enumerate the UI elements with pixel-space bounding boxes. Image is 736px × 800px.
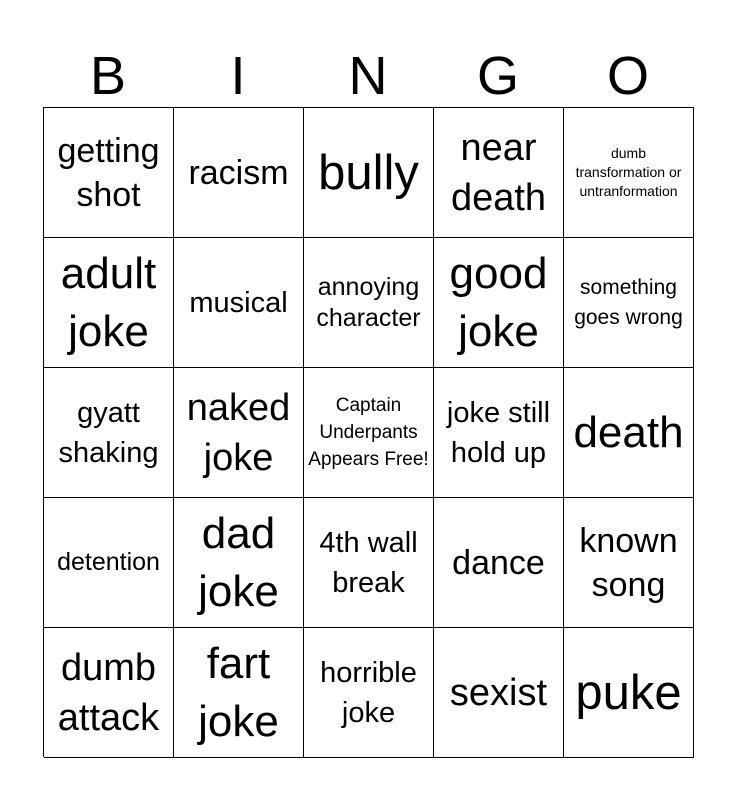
cell-text: something goes wrong bbox=[574, 275, 683, 329]
free-cell[interactable] bbox=[304, 368, 434, 498]
bingo-cell[interactable] bbox=[564, 238, 694, 368]
cell-text: near death bbox=[450, 126, 547, 219]
cell-text: musical bbox=[189, 286, 288, 319]
cell-text: joke still hold up bbox=[446, 396, 551, 469]
cell-text: good joke bbox=[449, 248, 548, 356]
bingo-cell[interactable] bbox=[304, 498, 434, 628]
header-letter-i: I bbox=[230, 46, 246, 106]
header-letter-g: G bbox=[476, 46, 519, 106]
bingo-cell[interactable] bbox=[44, 368, 174, 498]
bingo-cell[interactable] bbox=[434, 108, 564, 238]
cell-text: detention bbox=[57, 548, 160, 576]
header-letter-b: B bbox=[89, 46, 127, 106]
bingo-cell[interactable] bbox=[564, 368, 694, 498]
bingo-cell[interactable] bbox=[174, 108, 304, 238]
cell-text: adult joke bbox=[60, 248, 157, 356]
cell-text: known song bbox=[579, 521, 678, 604]
bingo-cell[interactable] bbox=[434, 238, 564, 368]
cell-text: puke bbox=[575, 665, 682, 720]
header-letter-n: N bbox=[348, 46, 388, 106]
header-letter-o: O bbox=[606, 46, 649, 106]
bingo-cell[interactable] bbox=[564, 498, 694, 628]
cell-text: naked joke bbox=[186, 386, 291, 479]
bingo-cell[interactable] bbox=[174, 628, 304, 758]
bingo-cell[interactable] bbox=[434, 368, 564, 498]
cell-text: dumb transformation or untranformation bbox=[575, 145, 682, 199]
bingo-cell[interactable] bbox=[434, 498, 564, 628]
cell-text: death bbox=[573, 407, 684, 457]
cell-text: dumb attack bbox=[57, 646, 160, 739]
cell-text: fart joke bbox=[198, 638, 279, 746]
cell-text: dad joke bbox=[198, 508, 279, 616]
cell-text: racism bbox=[188, 153, 289, 192]
bingo-header bbox=[43, 44, 693, 108]
cell-text: getting shot bbox=[57, 131, 160, 214]
cell-text: gyatt shaking bbox=[58, 396, 159, 469]
bingo-cell[interactable] bbox=[44, 498, 174, 628]
cell-text: bully bbox=[318, 145, 419, 200]
bingo-cell[interactable] bbox=[44, 628, 174, 758]
cell-text: dance bbox=[452, 543, 545, 582]
bingo-cell[interactable] bbox=[304, 108, 434, 238]
bingo-cell[interactable] bbox=[44, 108, 174, 238]
bingo-cell[interactable] bbox=[304, 238, 434, 368]
bingo-cell[interactable] bbox=[174, 238, 304, 368]
bingo-cell[interactable] bbox=[44, 238, 174, 368]
cell-text: sexist bbox=[449, 671, 548, 714]
bingo-cell[interactable] bbox=[564, 628, 694, 758]
cell-text: 4th wall break bbox=[319, 526, 418, 599]
bingo-cell[interactable] bbox=[434, 628, 564, 758]
cell-text: Captain Underpants Appears Free! bbox=[308, 395, 429, 470]
bingo-cell[interactable] bbox=[564, 108, 694, 238]
bingo-cell[interactable] bbox=[174, 498, 304, 628]
bingo-cell[interactable] bbox=[174, 368, 304, 498]
cell-text: annoying character bbox=[316, 272, 421, 332]
cell-text: horrible joke bbox=[320, 656, 417, 729]
bingo-cell[interactable] bbox=[304, 628, 434, 758]
bingo-grid bbox=[43, 107, 694, 757]
